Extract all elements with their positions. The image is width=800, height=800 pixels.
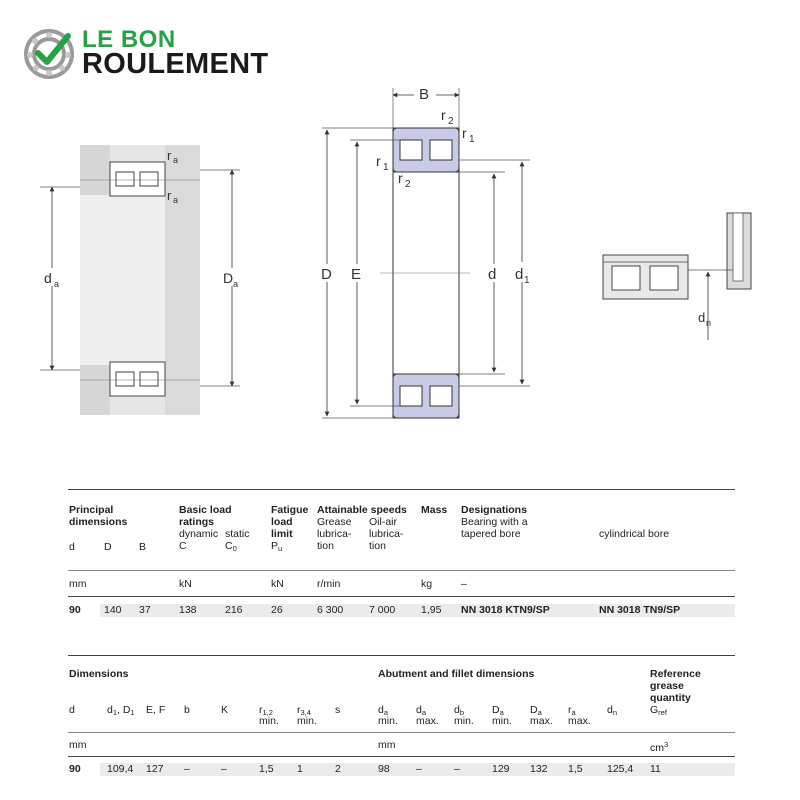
- label-ra-top: r: [167, 148, 172, 163]
- svg-text:1: 1: [524, 275, 530, 286]
- dimensions-table: Dimensions Abutment and fillet dimensions Reference grease quantity d $d_1$, $D_1$ E, F b K $r_{1,2}$ min. $r_{3,4}$ min. s $d_a$ min. $d_a$ max. $d_b$ min. $D_a$ min. $D_a$ max. $r_a$ max. $d_n$ $G_{ref}$ mm mm $cm^3$ 90 109,4 127 – – 1,5 1 2 98 – – 129 132 1,5 125,4 11: [0, 0, 800, 800]
- svg-text:n: n: [706, 318, 712, 328]
- svg-text:a: a: [54, 279, 60, 289]
- label-D: D: [321, 266, 332, 283]
- hdr-mass: Mass: [421, 504, 448, 516]
- hdr-designations: Designations: [461, 504, 527, 516]
- svg-text:1: 1: [469, 134, 475, 145]
- brand-line2: ROULEMENT: [82, 48, 269, 80]
- svg-text:a: a: [173, 155, 179, 165]
- hdr-dimensions: Dimensions: [69, 668, 129, 680]
- svg-text:1: 1: [383, 162, 389, 173]
- label-r2-left: r: [398, 170, 403, 186]
- label-da: d: [44, 270, 52, 286]
- hdr-basic-load: Basic load: [179, 504, 232, 516]
- label-B: B: [419, 86, 430, 103]
- label-E: E: [351, 266, 362, 283]
- label-r2-top: r: [441, 107, 446, 123]
- specs-table: Principal dimensions Basic load ratings dynamic static Fatigue load limit Attainable speeds Grease lubrica- tion Oil-air lubrica- tion Mass Designations Bearing with a tapered bore cylindrical bore d D B C $C_0$ $P_u$ mm kN kN r/min kg – 90 140 37 138 216 26 6 300 7 000 1,95 NN 3018 KTN9/SP NN 3018 TN9/SP: [0, 0, 800, 800]
- label-d: d: [488, 266, 497, 283]
- svg-text:a: a: [233, 279, 239, 289]
- svg-text:2: 2: [405, 179, 411, 190]
- label-r1-top: r: [462, 125, 467, 141]
- designation-cylindrical: NN 3018 TN9/SP: [599, 604, 681, 616]
- hdr-abutment: Abutment and fillet dimensions: [378, 668, 535, 680]
- hdr-speeds: Attainable speeds: [317, 504, 407, 516]
- label-dn: d: [698, 310, 706, 325]
- label-r1-left: r: [376, 153, 381, 169]
- label-d1: d: [515, 266, 524, 283]
- hdr-fatigue: Fatigue: [271, 504, 309, 516]
- svg-text:a: a: [173, 195, 179, 205]
- brand-line1: LE BON: [82, 26, 176, 53]
- hdr-principal: Principal: [69, 504, 114, 516]
- svg-text:2: 2: [448, 116, 454, 127]
- label-ra-bottom: r: [167, 188, 172, 203]
- label-Da: D: [223, 270, 234, 286]
- designation-tapered: NN 3018 KTN9/SP: [461, 604, 550, 616]
- hdr-reference: Reference: [650, 668, 701, 680]
